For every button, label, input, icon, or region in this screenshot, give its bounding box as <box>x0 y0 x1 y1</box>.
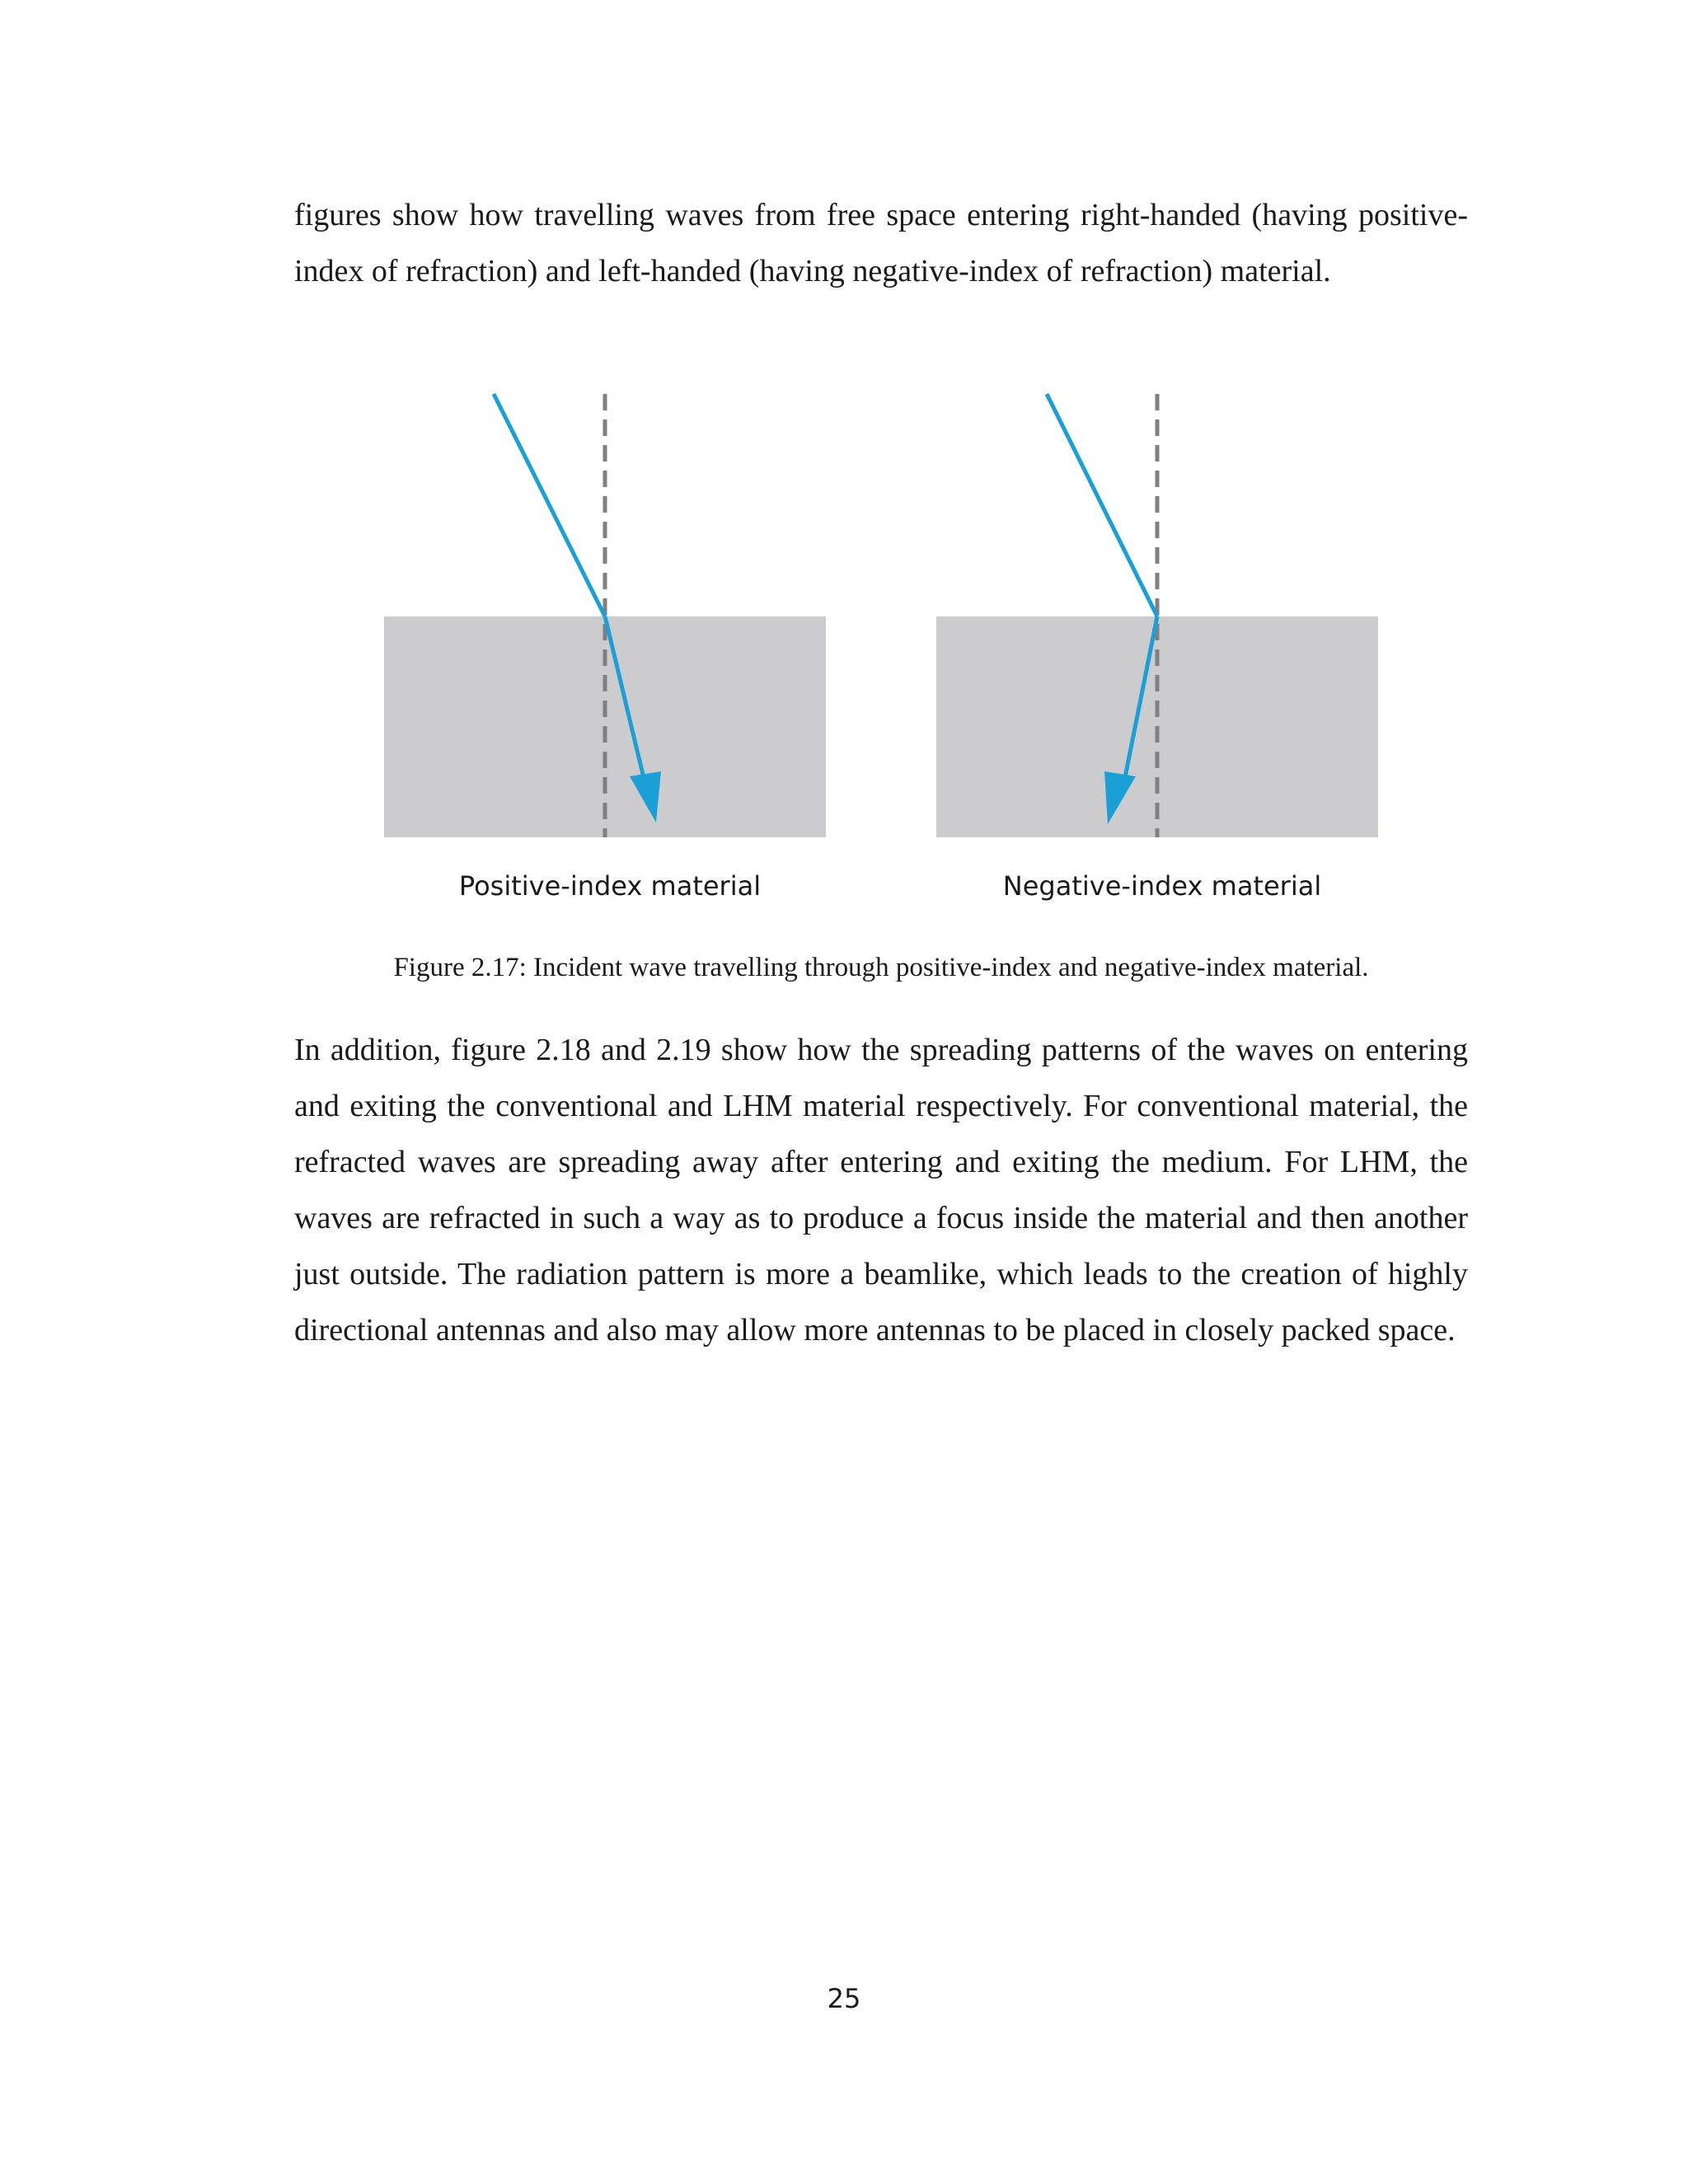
paragraph-spreading-patterns: In addition, figure 2.18 and 2.19 show how the spreading patterns of the waves on entering and exiting the conventional and LHM material respectively. For conventional material, the refracted waves are spreading away after entering and exiting the medium. For LHM, the waves are refracted in such a way as to produce a focus inside the material and then another just outside. The radiation pattern is more a beamlike, which leads to the creation of highly directional antennas and also may allow more antennas to be placed in closely packed space. <box>294 1033 1468 1347</box>
paragraph-intro: figures show how travelling waves from free space entering right-handed (having positive-index of refraction) and left-handed (having negative-index of refraction) material. <box>294 198 1468 288</box>
negative-incident-ray <box>1047 394 1157 616</box>
positive-incident-ray <box>494 394 605 616</box>
negative-index-label: Negative-index material <box>1002 870 1322 902</box>
positive-index-label: Positive-index material <box>458 870 762 902</box>
panel-negative-index <box>936 394 1378 837</box>
page-number: 25 <box>827 1983 861 2014</box>
figure-caption: Figure 2.17: Incident wave travelling through positive-index and negative-index material. <box>393 953 1369 982</box>
refraction-figure <box>379 387 1401 849</box>
panel-positive-index <box>384 394 826 837</box>
